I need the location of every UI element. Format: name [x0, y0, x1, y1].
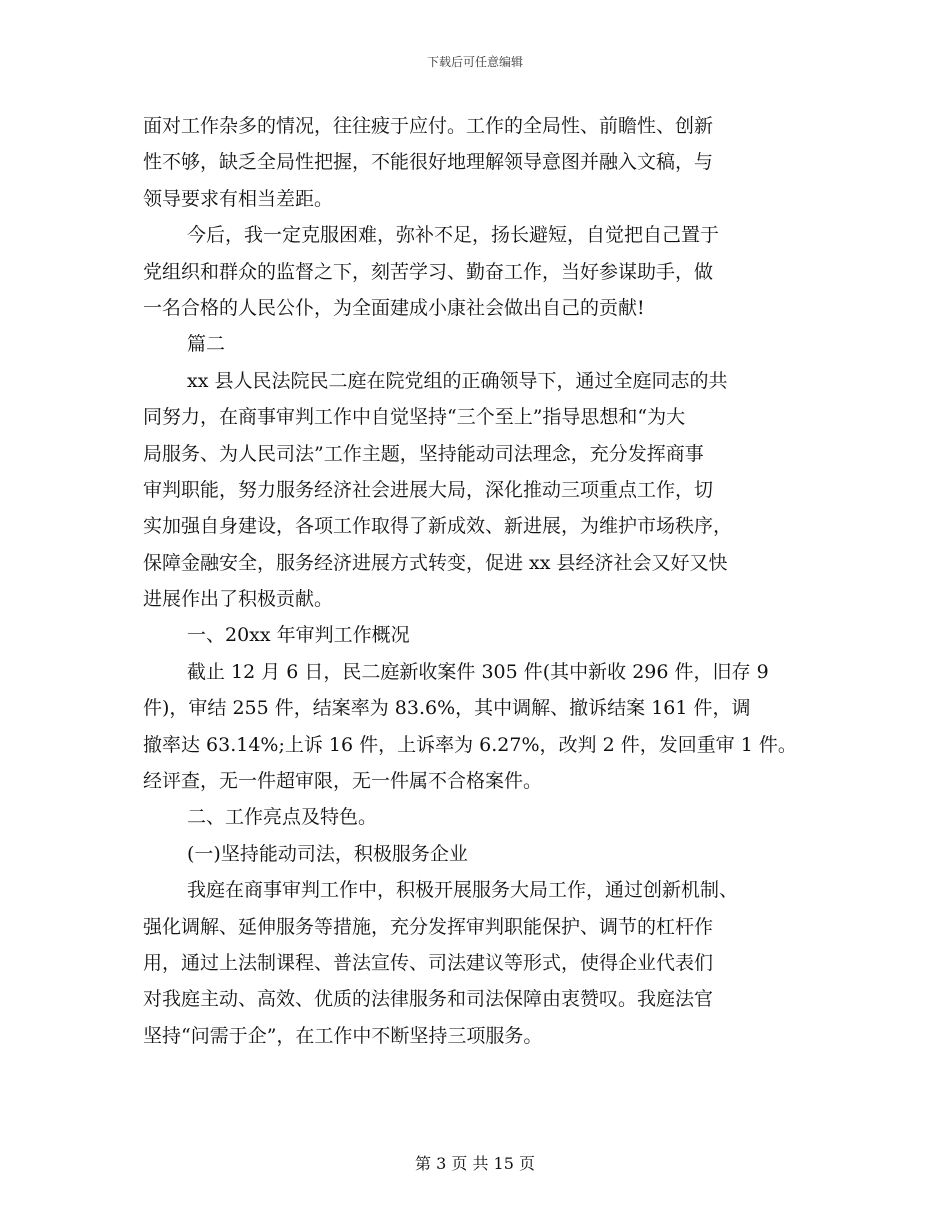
text-line: 进展作出了积极贡献。	[143, 588, 334, 611]
text-line: 一、20xx 年审判工作概况	[187, 624, 410, 647]
text-line: 二、工作亮点及特色。	[187, 806, 378, 829]
document-body	[143, 108, 823, 1054]
text-line: 坚持“问需于企”，在工作中不断坚持三项服务。	[143, 1024, 543, 1047]
text-line: 同努力，在商事审判工作中自觉坚持“三个至上”指导思想和“为大	[143, 406, 686, 429]
text-line: 篇二	[187, 333, 226, 356]
text-line: 面对工作杂多的情况，往往疲于应付。工作的全局性、前瞻性、创新	[143, 115, 714, 137]
text-line: 对我庭主动、高效、优质的法律服务和司法保障由衷赞叹。我庭法官	[143, 988, 714, 1011]
text-line: 性不够，缺乏全局性把握，不能很好地理解领导意图并融入文稿，与	[143, 151, 714, 174]
text-line: 我庭在商事审判工作中，积极开展服务大局工作，通过创新机制、	[187, 879, 739, 902]
text-line: 撤率达 63.14%;上诉 16 件，上诉率为 6.27%，改判 2 件，发回重审 1 件。	[143, 733, 797, 756]
text-line: 用，通过上法制课程、普法宣传、司法建议等形式，使得企业代表们	[143, 951, 714, 974]
text-line: 审判职能，努力服务经济社会进展大局，深化推动三项重点工作，切	[143, 478, 714, 501]
text-line: 截止 12 月 6 日，民二庭新收案件 305 件(其中新收 296 件，旧存 9	[187, 660, 769, 683]
text-line: 局服务、为人民司法”工作主题，坚持能动司法理念，充分发挥商事	[143, 442, 704, 465]
text-line: 领导要求有相当差距。	[143, 187, 334, 210]
page-footer: 第 3 页 共 15 页	[415, 1154, 535, 1173]
text-line: 件)，审结 255 件，结案率为 83.6%，其中调解、撤诉结案 161 件，调	[143, 697, 751, 720]
text-line: 强化调解、延伸服务等措施，充分发挥审判职能保护、调节的杠杆作	[143, 915, 714, 938]
page-header: 下载后可任意编辑	[426, 55, 523, 69]
text-line: 经评查，无一件超审限，无一件属不合格案件。	[143, 770, 543, 793]
text-line: 实加强自身建设，各项工作取得了新成效、新进展，为维护市场秩序，	[143, 515, 733, 538]
text-line: 党组织和群众的监督之下，刻苦学习、勤奋工作，当好参谋助手，做	[143, 260, 714, 283]
text-line: 今后，我一定克服困难，弥补不足，扬长避短，自觉把自己置于	[187, 224, 720, 247]
text-line: 一名合格的人民公仆，为全面建成小康社会做出自己的贡献!	[143, 296, 645, 319]
text-line: (一)坚持能动司法，积极服务企业	[187, 842, 468, 865]
text-line: 保障金融安全，服务经济进展方式转变，促进 xx 县经济社会又好又快	[143, 551, 728, 574]
text-line: xx 县人民法院民二庭在院党组的正确领导下，通过全庭同志的共	[187, 369, 728, 392]
